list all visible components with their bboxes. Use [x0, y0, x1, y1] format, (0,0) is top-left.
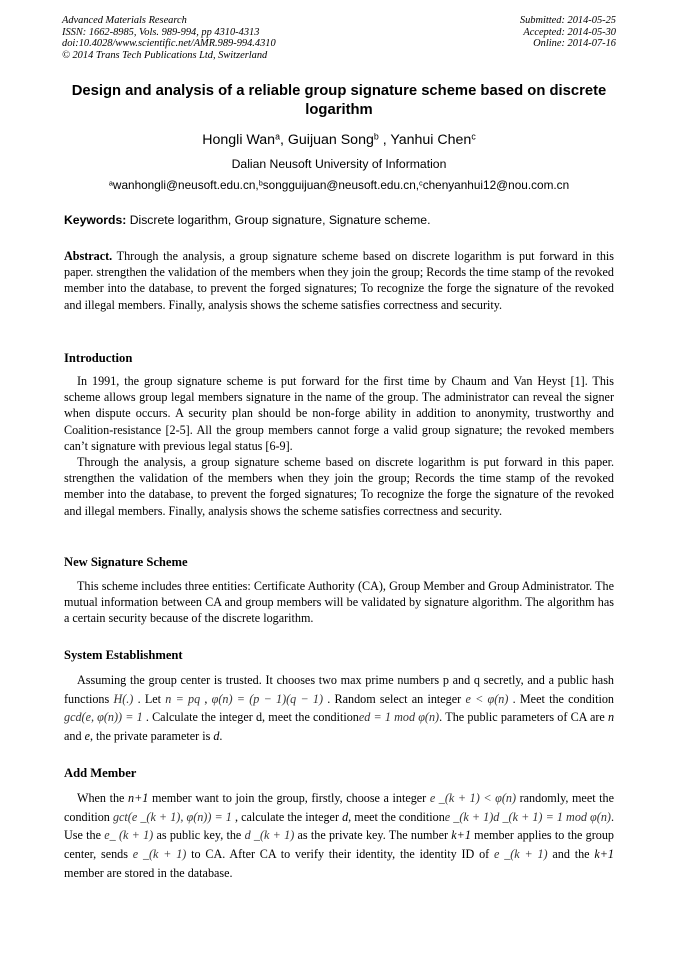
email-superscript: a	[108, 178, 113, 188]
author-emails	[0, 178, 678, 192]
submitted-date: Submitted: 2014-05-25	[519, 15, 616, 26]
abstract-label: Abstract.	[64, 249, 113, 263]
intro-paragraph-1: In 1991, the group signature scheme is put forward for the first time by Chaum and Van Heyst [1]. This scheme allows group legal members signature in the name of the group. The administrator can reveal the signer when dispute occurs. A security plan should be non-forge ability in addition to anonymity, trustworthy and Coalition-resistance [2-5]. All the group members cannot forge a valid group signature; the revoked members can’t signature with previous legal status [6-9].	[64, 374, 614, 453]
math-formula: H(.)	[113, 691, 134, 706]
section-heading-new-scheme: New Signature Scheme	[64, 555, 188, 569]
math-formula: φ(n) = (p − 1)(q − 1)	[211, 691, 324, 706]
email-address: wanhongli@neusoft.edu.cn,	[112, 178, 259, 192]
text-run: as the private key. The number	[294, 828, 452, 843]
email-superscript: c	[419, 178, 423, 188]
text-run: , meet the condition	[348, 809, 445, 824]
math-variable: d	[213, 728, 220, 743]
author-name: Hongli Wan	[202, 132, 276, 148]
math-formula: e _(k + 1)	[494, 847, 548, 862]
math-variable: d	[342, 809, 349, 824]
text-run: and	[64, 728, 85, 743]
text-run: Assuming the group center is trusted. It chooses two max prime numbers p and q secretly, and a public hash functions	[64, 673, 614, 706]
author-name: , Yanhui Chen	[378, 132, 472, 148]
math-formula: e _(k + 1) < φ(n)	[429, 791, 517, 805]
text-run: , calculate the integer	[231, 809, 343, 824]
online-date: Online: 2014-07-16	[533, 38, 616, 50]
text-run: and the	[547, 847, 595, 862]
text-run: . Let	[133, 691, 166, 706]
section-heading-system-establishment: System Establishment	[64, 648, 183, 662]
abstract	[64, 248, 614, 313]
journal-doi: doi:10.4028/www.scientific.net/AMR.989-994.4310	[62, 38, 276, 50]
journal-info	[62, 15, 276, 61]
email-address: chenyanhui12@nou.com.cn	[422, 178, 570, 192]
journal-copyright: © 2014 Trans Tech Publications Ltd, Switzerland	[62, 49, 268, 61]
math-variable: k+1	[594, 847, 614, 862]
email-superscript: b	[258, 178, 263, 188]
text-run: to CA. After CA to verify their identity, the identity ID of	[186, 847, 495, 862]
keywords-label: Keywords:	[64, 213, 127, 227]
publication-dates	[520, 15, 616, 50]
author-list	[0, 132, 678, 148]
text-run: , the private parameter is	[89, 728, 214, 743]
text-run: . Use the	[64, 809, 614, 843]
text-run: . The public parameters of CA are	[439, 710, 608, 724]
section-heading-add-member: Add Member	[64, 766, 137, 780]
keywords	[64, 213, 614, 227]
abstract-text: Through the analysis, a group signature scheme based on discrete logarithm is put forward in this paper. strengthen the validation of the members when they join the group; Records the time stamp of the revoked member into the database, to prevent the forged signatures; To recognize the forge the signature of the revoked and illegal members. Finally, analysis shows the scheme satisfies correctness and security.	[64, 249, 614, 312]
addmember-paragraph	[64, 789, 614, 883]
paper-title: Design and analysis of a reliable group signature scheme based on discrete logarithm	[71, 83, 607, 118]
author-name: , Guijuan Song	[279, 132, 374, 148]
affiliation: Dalian Neusoft University of Information	[231, 157, 447, 171]
accepted-date: Accepted: 2014-05-30	[523, 26, 616, 38]
math-variable: k+1	[451, 828, 471, 843]
math-variable: n+1	[128, 791, 149, 805]
math-formula: e_ (k + 1)	[104, 828, 154, 843]
journal-issn: ISSN: 1662-8985, Vols. 989-994, pp 4310-4313	[62, 26, 260, 38]
text-run: When the	[77, 791, 129, 805]
math-formula: d _(k + 1)	[244, 828, 295, 843]
text-run: . Meet the condition	[508, 691, 615, 706]
math-formula: n = pq	[165, 691, 201, 706]
math-formula: gct(e _(k + 1), φ(n)) = 1	[112, 809, 232, 824]
math-formula: ed = 1 mod φ(n)	[358, 710, 440, 724]
text-run: as public key, the	[153, 828, 245, 843]
keywords-text: Discrete logarithm, Group signature, Signature scheme.	[126, 213, 431, 227]
math-variable: e	[84, 728, 90, 743]
text-run: member are stored in the database.	[64, 865, 233, 880]
math-formula: e _(k + 1)d _(k + 1) = 1 mod φ(n)	[444, 809, 611, 824]
text-run: member applies to the group center, sends	[64, 828, 614, 862]
journal-name: Advanced Materials Research	[62, 15, 187, 26]
math-variable: n	[607, 710, 615, 724]
text-run: randomly, meet the condition	[64, 791, 615, 824]
text-run: . Random select an integer	[323, 691, 466, 706]
math-formula: e < φ(n)	[465, 691, 509, 706]
author-superscript: a	[275, 131, 280, 142]
intro-paragraph-2: Through the analysis, a group signature scheme based on discrete logarithm is put forward in this paper. strengthen the validation of the members when they join the group; Records the time stamp of the revoked member into the database, to prevent the forged signatures; To recognize the forge the signature of the revoked and illegal members. Finally, analysis shows the scheme satisfies correctness and security.	[64, 455, 614, 518]
email-address: songguijuan@neusoft.edu.cn,	[262, 178, 420, 192]
text-run: .	[219, 728, 223, 743]
text-run: . Calculate the integer d, meet the condition	[142, 710, 359, 724]
text-run: ,	[200, 691, 212, 706]
text-run: member want to join the group, firstly, choose a integer	[148, 791, 430, 805]
author-superscript: c	[471, 131, 476, 142]
math-formula: e _(k + 1)	[132, 847, 187, 862]
system-paragraph	[64, 671, 614, 745]
math-formula: gcd(e, φ(n)) = 1	[64, 710, 143, 724]
author-superscript: b	[373, 131, 379, 142]
section-heading-introduction: Introduction	[64, 351, 133, 365]
newscheme-paragraph: This scheme includes three entities: Certificate Authority (CA), Group Member and Group Administrator. The mutual information between CA and group members will be validated by signature algorithm. The algorithm has a certain security because of the discrete logarithm.	[64, 579, 614, 626]
